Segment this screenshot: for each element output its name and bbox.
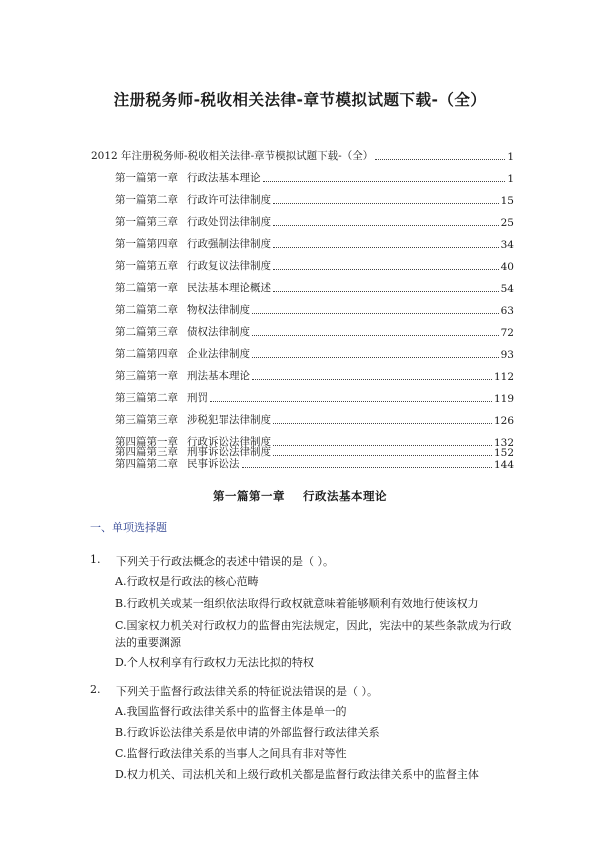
- toc-leader-dots: [273, 455, 492, 456]
- toc-entry-part: 第四篇第二章: [115, 458, 178, 470]
- answer-option[interactable]: B.行政诉讼法律关系是依申请的外部监督行政法律关系: [115, 726, 380, 739]
- toc-page-number: 40: [500, 261, 514, 273]
- toc-entry-title: 企业法律制度: [187, 348, 250, 360]
- toc-entry-title: 行政处罚法律制度: [187, 216, 271, 228]
- toc-entry[interactable]: [115, 441, 514, 459]
- toc-entry-part: 第三篇第一章: [115, 370, 178, 382]
- toc-page-number: 152: [493, 447, 514, 459]
- toc-entry-part: 第一篇第三章: [115, 216, 178, 228]
- toc-entry[interactable]: [115, 409, 514, 427]
- subsection-heading: 一、单项选择题: [90, 521, 167, 534]
- toc-leader-dots: [210, 401, 492, 402]
- answer-option[interactable]: A.我国监督行政法律关系中的监督主体是单一的: [115, 705, 347, 718]
- toc-entry-part: 第二篇第一章: [115, 282, 178, 294]
- toc-main-label: 2012 年注册税务师-税收相关法律-章节模拟试题下载-（全）: [91, 150, 374, 162]
- question-number: 1.: [90, 553, 101, 566]
- toc-page-number: 1: [507, 151, 514, 163]
- toc-entry-title: 刑罚: [187, 392, 208, 404]
- toc-page-number: 54: [500, 283, 514, 295]
- toc-entry-part: 第二篇第三章: [115, 326, 178, 338]
- toc-leader-dots: [252, 335, 499, 336]
- toc-entry-title: 刑法基本理论: [187, 370, 250, 382]
- question-stem: 下列关于行政法概念的表述中错误的是（ ）。: [116, 555, 334, 568]
- toc-page-number: 93: [500, 349, 514, 361]
- answer-option[interactable]: C.监督行政法律关系的当事人之间具有非对等性: [115, 747, 347, 760]
- toc-page-number: 25: [500, 217, 514, 229]
- toc-entry[interactable]: [115, 365, 514, 383]
- toc-page-number: 15: [500, 195, 514, 207]
- toc-entry-part: 第四篇第三章: [115, 446, 178, 458]
- toc-entry-part: 第四篇第一章: [115, 436, 178, 448]
- toc-leader-dots: [252, 357, 499, 358]
- answer-option[interactable]: D.个人权利享有行政权力无法比拟的特权: [115, 656, 314, 669]
- toc-entry-title: 行政许可法律制度: [187, 194, 271, 206]
- toc-page-number: 63: [500, 305, 514, 317]
- question-item: [90, 553, 520, 673]
- toc-leader-dots: [273, 225, 499, 226]
- toc-entry[interactable]: [115, 299, 514, 317]
- toc-leader-dots: [263, 181, 506, 182]
- question-number: 2.: [90, 683, 101, 696]
- toc-leader-dots: [273, 247, 499, 248]
- toc-entry-part: 第一篇第二章: [115, 194, 178, 206]
- toc-entry-part: 第一篇第五章: [115, 260, 178, 272]
- toc-leader-dots: [375, 159, 505, 160]
- answer-option[interactable]: A.行政权是行政法的核心范畴: [115, 575, 259, 588]
- answer-option[interactable]: D.权力机关、司法机关和上级行政机关都是监督行政法律关系中的监督主体: [115, 768, 479, 781]
- question-item: [90, 683, 520, 783]
- toc-entry-title: 物权法律制度: [187, 304, 250, 316]
- toc-leader-dots: [273, 203, 499, 204]
- toc-page-number: 144: [493, 459, 514, 471]
- toc-entry[interactable]: [115, 255, 514, 273]
- toc-entry-part: 第二篇第四章: [115, 348, 178, 360]
- toc-entry-title: 行政强制法律制度: [187, 238, 271, 250]
- toc-leader-dots: [273, 423, 492, 424]
- toc-page-number: 112: [493, 371, 514, 383]
- toc-entry-title: 行政诉讼法律制度: [187, 436, 271, 448]
- answer-option[interactable]: B.行政机关或某一组织依法取得行政权就意味着能够顺利有效地行使该权力: [115, 597, 479, 610]
- question-stem: 下列关于监督行政法律关系的特征说法错误的是（ ）。: [116, 685, 378, 698]
- toc-leader-dots: [252, 313, 499, 314]
- toc-entry-part: 第三篇第三章: [115, 414, 178, 426]
- toc-entry-part: 第二篇第二章: [115, 304, 178, 316]
- toc-entry-part: 第一篇第四章: [115, 238, 178, 250]
- toc-entry-title: 刑事诉讼法律制度: [187, 446, 271, 458]
- toc-entry-title: 民事诉讼法: [187, 458, 240, 470]
- toc-entry[interactable]: [115, 343, 514, 361]
- toc-leader-dots: [252, 379, 492, 380]
- section-part: 第一篇第一章: [213, 489, 285, 503]
- section-heading: [0, 488, 600, 504]
- page-title: 注册税务师-税收相关法律-章节模拟试题下载-（全）: [113, 91, 487, 109]
- answer-option[interactable]: C.国家权力机关对行政权力的监督由宪法规定，因此，宪法中的某些条款成为行政法的重要渊源: [115, 619, 512, 649]
- toc-entry-title: 涉税犯罪法律制度: [187, 414, 271, 426]
- toc-page-number: 119: [493, 393, 514, 405]
- toc-entry[interactable]: [115, 167, 514, 185]
- toc-page-number: 34: [500, 239, 514, 251]
- toc-page-number: 1: [507, 173, 514, 185]
- toc-entry-part: 第三篇第二章: [115, 392, 178, 404]
- toc-page-number: 126: [493, 415, 514, 427]
- toc-page-number: 132: [493, 437, 514, 449]
- toc-leader-dots: [242, 467, 492, 468]
- toc-entry[interactable]: [115, 321, 514, 339]
- toc-main-entry[interactable]: [91, 145, 514, 163]
- toc-entry[interactable]: [115, 211, 514, 229]
- toc-entry[interactable]: [115, 233, 514, 251]
- toc-entry[interactable]: [115, 189, 514, 207]
- toc-entry-title: 债权法律制度: [187, 326, 250, 338]
- toc-page-number: 72: [500, 327, 514, 339]
- toc-leader-dots: [273, 269, 499, 270]
- toc-entry-title: 行政复议法律制度: [187, 260, 271, 272]
- section-title: 行政法基本理论: [303, 489, 387, 503]
- toc-entry-part: 第一篇第一章: [115, 172, 178, 184]
- toc-entry-title: 民法基本理论概述: [187, 282, 271, 294]
- toc-leader-dots: [273, 291, 499, 292]
- toc-entry-title: 行政法基本理论: [187, 172, 261, 184]
- toc-entry[interactable]: [115, 277, 514, 295]
- toc-entry[interactable]: [115, 387, 514, 405]
